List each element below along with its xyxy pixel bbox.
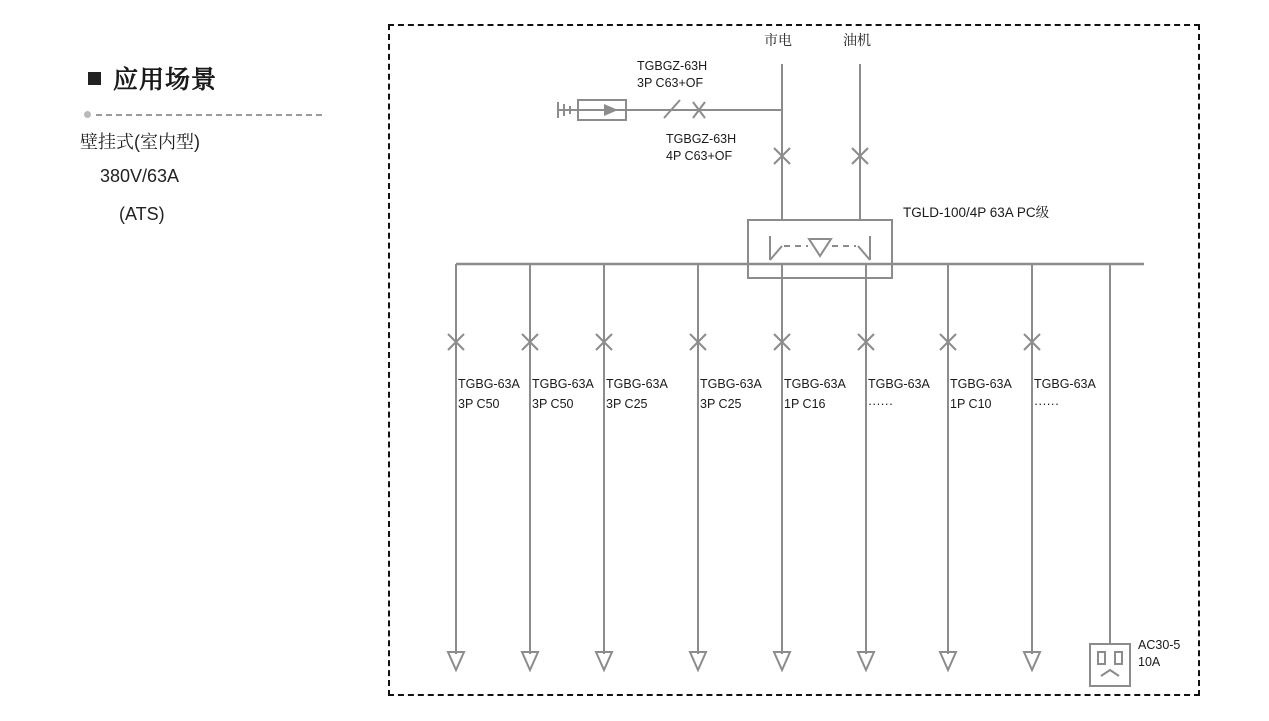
feeder-1-label-line1: TGBG-63A <box>458 377 520 391</box>
feeder-4-label-line2: 3P C25 <box>700 397 742 411</box>
divider-dashed-line <box>96 114 322 116</box>
feeder-3-label-line1: TGBG-63A <box>606 377 668 391</box>
caption-line-1: 壁挂式(室内型) <box>80 132 200 152</box>
device-arrow-icon <box>604 104 618 116</box>
title-divider <box>84 110 322 118</box>
feeder-8-label-line2: ······ <box>1034 397 1059 411</box>
feeder-6-label-line1: TGBG-63A <box>868 377 930 391</box>
feeder-7-label-line2: 1P C10 <box>950 397 992 411</box>
source-label-generator: 油机 <box>843 32 871 48</box>
socket-label-line1: AC30-5 <box>1138 638 1181 652</box>
feeder-7-label-line1: TGBG-63A <box>950 377 1012 391</box>
breaker-3p-label-line1: TGBGZ-63H <box>637 59 708 73</box>
feeder-5-label-line1: TGBG-63A <box>784 377 846 391</box>
page-title-text: 应用场景 <box>113 66 218 94</box>
caption-line-3: (ATS) <box>119 204 165 224</box>
feeder-4-label-line1: TGBG-63A <box>700 377 762 391</box>
source-label-mains: 市电 <box>764 32 792 48</box>
socket-label-line2: 10A <box>1138 655 1161 669</box>
ats-internal-symbol <box>770 236 870 260</box>
breaker-3p-label-line2: 3P C63+OF <box>637 76 704 90</box>
feeder-6-label-line2: ······ <box>868 397 893 411</box>
caption-line-2: 380V/63A <box>100 166 180 186</box>
page-title <box>88 60 217 96</box>
socket-outlet-icon <box>1090 644 1130 686</box>
feeder-2-label-line1: TGBG-63A <box>532 377 594 391</box>
feeder-2-label-line2: 3P C50 <box>532 397 574 411</box>
feeder-3-label-line2: 3P C25 <box>606 397 648 411</box>
left-info-panel <box>0 0 370 721</box>
feeder-5-label-line2: 1P C16 <box>784 397 826 411</box>
feeder-1-label-line2: 3P C50 <box>458 397 500 411</box>
divider-dot-icon <box>84 111 91 118</box>
single-line-diagram <box>388 24 1200 696</box>
ats-label: TGLD-100/4P 63A PC级 <box>903 205 1050 220</box>
breaker-4p-label-line2: 4P C63+OF <box>666 149 733 163</box>
feeders-group <box>448 264 1110 670</box>
breaker-4p-label-line1: TGBGZ-63H <box>666 132 737 146</box>
feeder-8-label-line1: TGBG-63A <box>1034 377 1096 391</box>
square-bullet-icon <box>88 72 101 85</box>
